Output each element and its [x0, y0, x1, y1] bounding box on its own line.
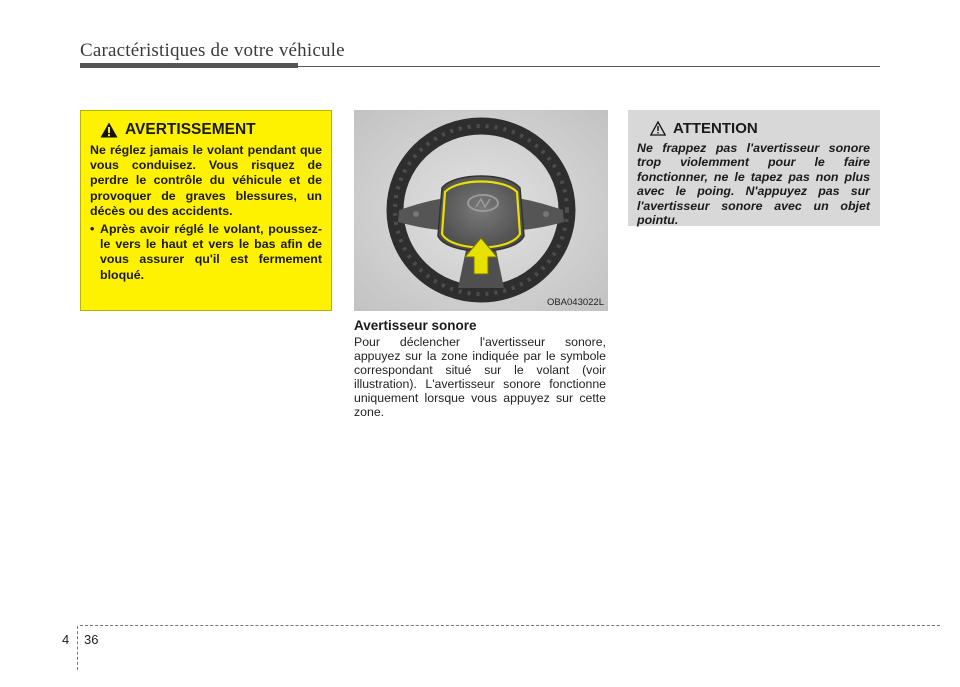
caution-heading: [650, 120, 870, 137]
caution-triangle-icon: [650, 121, 666, 136]
section-body: Pour déclencher l'avertisseur sonore, appuyez sur la zone indiquée par le symbole correspondant situé sur le volant (voir illustration). L'avertisseur sonore fonctionne uniquement lorsque vous appuyez sur cette zone.: [354, 335, 606, 420]
warning-triangle-icon: [100, 122, 118, 138]
caution-title: ATTENTION: [673, 120, 758, 137]
warning-bullet-text: Après avoir réglé le volant, poussez-le vers le haut et vers le bas afin de vous assurer qu'il est fermement bloqué.: [100, 222, 322, 282]
caution-box: [628, 110, 880, 226]
steering-wheel-photo: [354, 110, 608, 311]
footer-rule: [80, 625, 940, 626]
warning-title: AVERTISSEMENT: [125, 121, 256, 138]
page-chapter-number: 4: [62, 632, 70, 647]
section-title: Avertisseur sonore: [354, 318, 477, 333]
warning-heading: [100, 121, 322, 139]
warning-text: Ne réglez jamais le volant pendant que vous conduisez. Vous risquez de perdre le contrôle du véhicule et de provoquer de graves blessures, un décès ou des accidents.: [90, 143, 322, 218]
page-number: 36: [84, 632, 99, 647]
page-header-title: Caractéristiques de votre véhicule: [80, 40, 345, 61]
warning-bullet: [90, 222, 322, 283]
steering-wheel-illustration: [354, 110, 608, 311]
caution-text: Ne frappez pas l'avertisseur sonore trop violemment pour le faire fonctionner, ne le tapez pas non plus avec le poing. N'appuyez pas sur l'avertisseur sonore avec un objet pointu.: [637, 141, 870, 228]
header-rule: [80, 66, 880, 67]
warning-box: [80, 110, 332, 311]
bullet-symbol: •: [90, 222, 95, 237]
footer-divider: [77, 626, 78, 670]
photo-code: OBA043022L: [546, 297, 604, 308]
